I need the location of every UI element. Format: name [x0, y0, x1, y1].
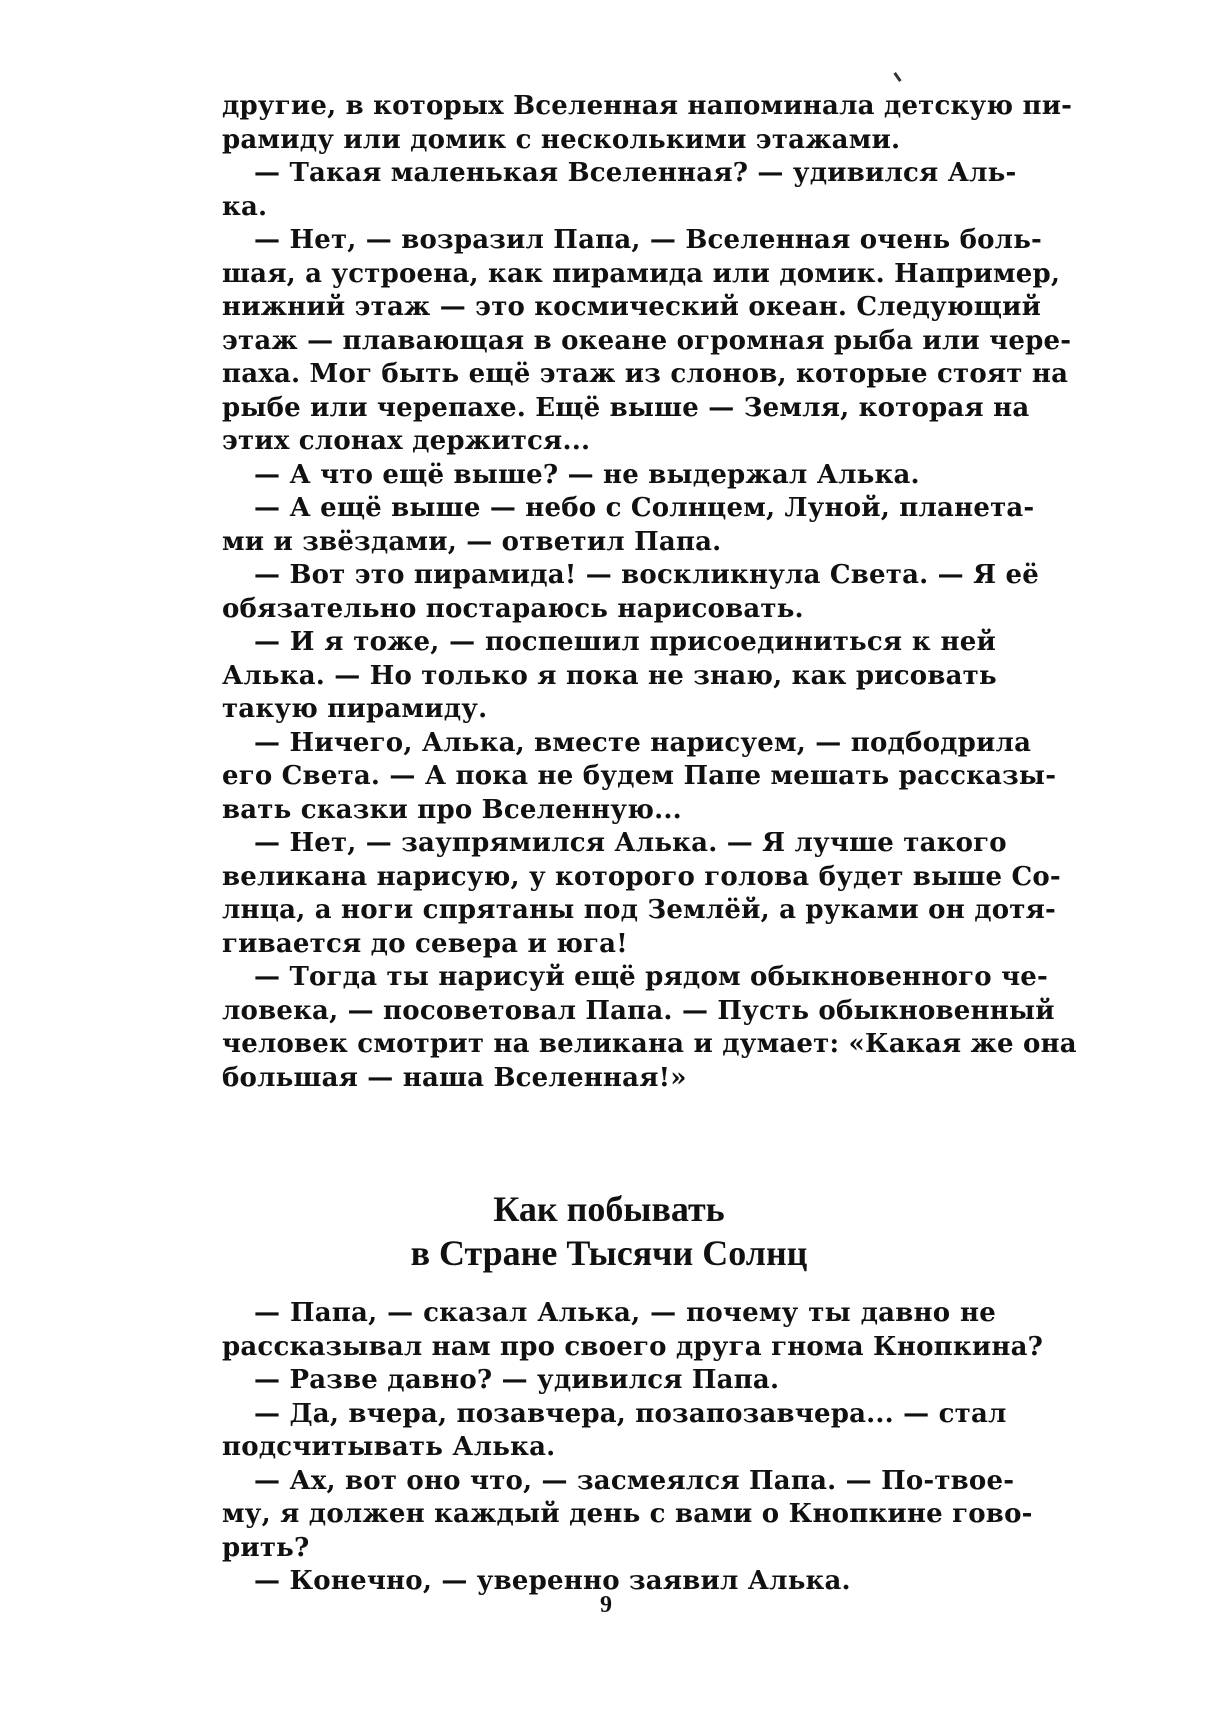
- text-line: ка.: [222, 191, 268, 222]
- text-line: рить?: [222, 1532, 310, 1563]
- text-line: этаж — плавающая в океане огромная рыба или чере-: [222, 325, 1072, 356]
- text-line: великана нарисую, у которого голова будет выше Со-: [222, 861, 1061, 892]
- text-line: Алька. — Но только я пока не знаю, как рисовать: [222, 660, 997, 691]
- text-line: этих слонах держится...: [222, 426, 591, 456]
- text-line: вать сказки про Вселенную...: [222, 794, 682, 825]
- chapter-heading: [222, 1187, 996, 1275]
- text-line: другие, в которых Вселенная напоминала детскую пи-: [222, 91, 1073, 121]
- text-line: его Света. — А пока не будем Папе мешать рассказы-: [222, 761, 1057, 791]
- text-line: — А что ещё выше? — не выдержал Алька.: [254, 459, 920, 490]
- text-line: большая — наша Вселенная!»: [222, 1062, 687, 1093]
- text-line: ловека, — посоветовал Папа. — Пусть обыкновенный: [222, 995, 1055, 1026]
- text-line: — И я тоже, — поспешил присоединиться к ней: [254, 627, 996, 657]
- text-line: паха. Мог быть ещё этаж из слонов, которые стоят на: [222, 359, 1069, 389]
- text-line: — Конечно, — уверенно заявил Алька.: [254, 1566, 851, 1596]
- page-number: 9: [600, 1592, 612, 1618]
- text-line: — Папа, — сказал Алька, — почему ты давно не: [254, 1298, 996, 1328]
- text-line: ми и звёздами, — ответил Папа.: [222, 526, 722, 557]
- text-line: — Разве давно? — удивился Папа.: [254, 1365, 780, 1395]
- text-line: — Тогда ты нарисуй ещё рядом обыкновенного че-: [254, 962, 1049, 992]
- scan-speck: [893, 72, 901, 82]
- text-line: гивается до севера и юга!: [222, 928, 628, 959]
- text-line: подсчитывать Алька.: [222, 1432, 556, 1462]
- text-line: — А ещё выше — небо с Солнцем, Луной, планета-: [254, 493, 1035, 523]
- text-line: нижний этаж — это космический океан. Следующий: [222, 292, 1042, 322]
- text-line: — Такая маленькая Вселенная? — удивился Аль-: [254, 158, 1017, 188]
- text-line: — Вот это пирамида! — воскликнула Света. — Я её: [254, 560, 1039, 590]
- text-line: — Да, вчера, позавчера, позапозавчера... — стал: [254, 1398, 1007, 1429]
- text-line: такую пирамиду.: [222, 694, 488, 724]
- text-line: — Нет, — заупрямился Алька. — Я лучше такого: [254, 828, 1007, 858]
- text-line: — Ах, вот оно что, — засмеялся Папа. — По-твое-: [254, 1465, 1015, 1496]
- chapter-heading-line-2: в Стране Тысячи Солнц: [410, 1233, 808, 1273]
- text-line: лнца, а ноги спрятаны под Землёй, а руками он дотя-: [222, 895, 1056, 925]
- chapter-heading-line-1: Как побывать: [493, 1189, 725, 1229]
- text-line: человек смотрит на великана и думает: «Какая же она: [222, 1029, 1077, 1059]
- text-line: — Ничего, Алька, вместе нарисуем, — подбодрила: [254, 727, 1032, 758]
- text-line: му, я должен каждый день с вами о Кнопкине гово-: [222, 1499, 1033, 1529]
- text-line: рамиду или домик с несколькими этажами.: [222, 124, 901, 155]
- text-line: обязательно постараюсь нарисовать.: [222, 593, 804, 624]
- text-line: рассказывал нам про своего друга гнома Кнопкина?: [222, 1331, 1044, 1362]
- text-line: — Нет, — возразил Папа, — Вселенная очень боль-: [254, 225, 1043, 255]
- text-line: шая, а устроена, как пирамида или домик. Например,: [222, 258, 1061, 289]
- body-text-section-2: [222, 1297, 1044, 1599]
- text-line: рыбе или черепахе. Ещё выше — Земля, которая на: [222, 392, 1030, 423]
- body-text-section-1: [222, 90, 1077, 1095]
